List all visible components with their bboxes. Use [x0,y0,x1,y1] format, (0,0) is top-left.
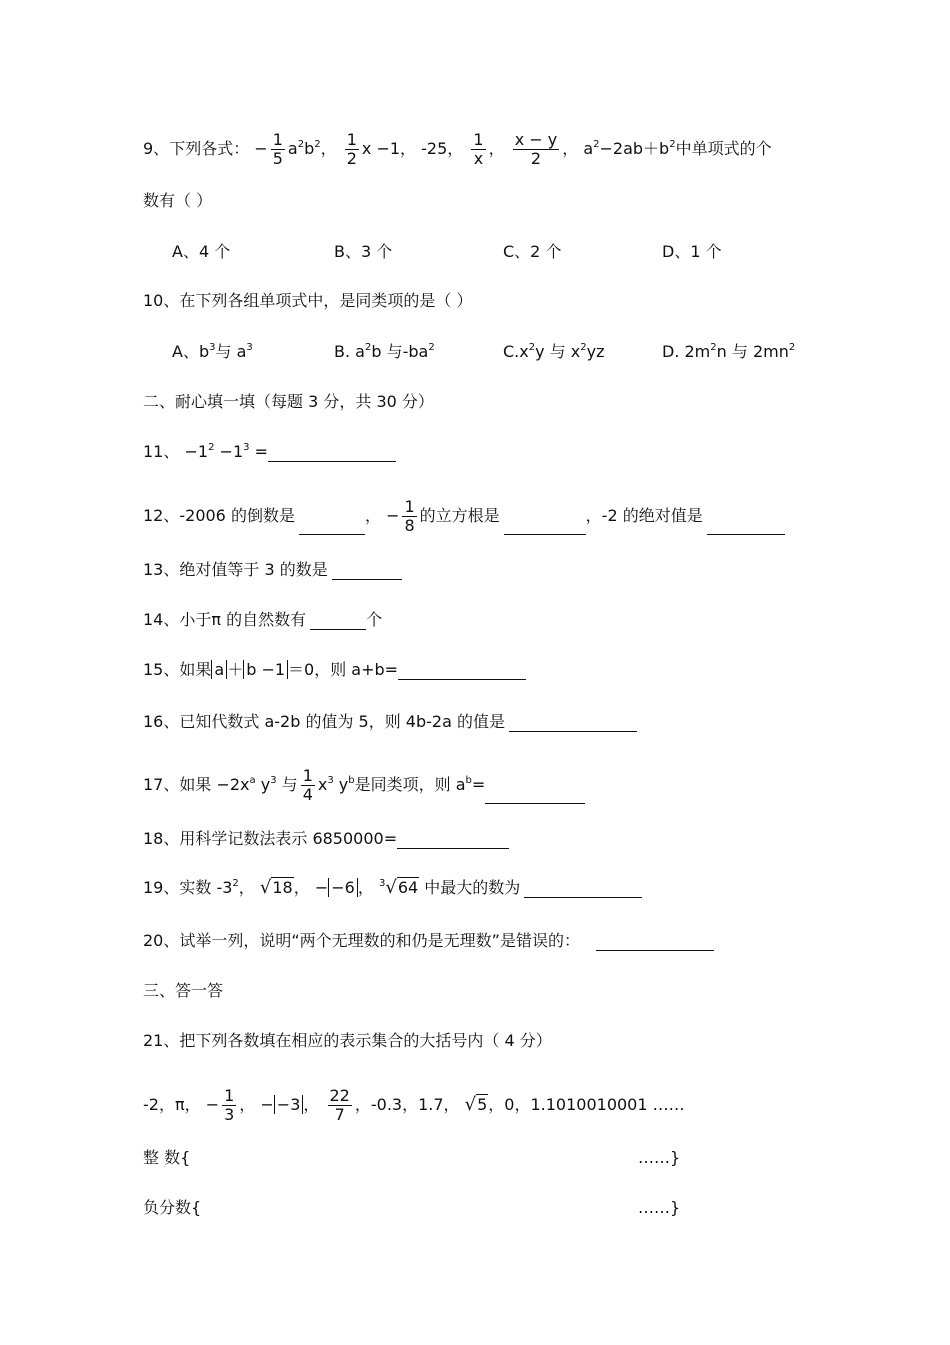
q21-radicand: 5 [477,1095,488,1114]
q9-frac1-den: 5 [272,149,283,168]
q9-frac2-num: 1 [346,130,357,149]
q19-exp: 2 [232,878,239,889]
q17-frac-num: 1 [302,766,313,785]
question-11 [143,442,396,462]
q12-sep: ， [364,506,381,525]
q19-lead: 19、实数 -3 [143,878,233,897]
q9-expr-6mid: −2ab＋b [599,139,670,158]
q10-option-d [662,342,795,362]
q12-mid2: ，-2 的绝对值是 [585,506,703,525]
q10-exp: 2 [428,342,435,353]
q9-var-a: a [287,139,298,158]
q10-c-text: C.x [503,342,529,361]
q12-frac-num: 1 [404,497,415,516]
q9-option-b: B、3 个 [334,242,393,261]
q9-exp: 2 [297,139,305,150]
q10-a-text: A、b [172,342,210,361]
q10-c-mid: y 与 x [535,342,581,361]
q14-lead: 14、小于π 的自然数有 [143,610,307,629]
q17-eq: = [471,775,486,794]
q11-exp: 3 [243,442,250,453]
q9-exp: 2 [314,139,321,150]
answer-blank[interactable] [268,445,396,462]
q10-exp: 2 [788,342,796,353]
q17-frac-den: 4 [302,785,313,804]
q10-exp: 3 [246,342,253,353]
q21-frac1-num: 1 [224,1086,235,1105]
q9-sep: ， [562,139,579,158]
q9-frac2-den: 2 [346,149,357,168]
q9-fraction-2 [345,131,359,168]
q9-option-c: C、2 个 [503,242,562,261]
sqrt-icon: √ [259,877,272,898]
q21-sep: ， [303,1095,320,1114]
question-20 [143,931,714,951]
cube-root-icon: √ [385,877,397,898]
q9-frac1-num: 1 [272,130,283,149]
question-15 [143,660,526,680]
q21-sign: − [205,1095,220,1114]
q10-exp: 2 [710,342,717,353]
q11-exp: 2 [208,442,215,453]
q19-abs: −6 [328,878,358,897]
question-19 [143,878,642,898]
q13-text: 13、绝对值等于 3 的数是 [143,560,328,579]
q19-root-index: 3 [378,878,386,889]
q19-radicand: 18 [272,878,293,897]
q9-number: 9、 [143,139,170,158]
answer-blank[interactable] [707,518,785,535]
q16-text: 16、已知代数式 a-2b 的值为 5，则 4b-2a 的值是 [143,712,505,731]
q11-eq: = [254,442,268,461]
q12-frac-den: 8 [404,516,415,535]
q10-option-b [334,342,435,362]
q15-abs-a: a [211,660,227,679]
q9-expr-3: -25， [421,139,464,158]
q9-var-b: b [304,139,315,158]
set-integers-end: ……} [638,1148,681,1167]
q10-d-mid: n 与 2mn [716,342,789,361]
q10-b-mid: b 与-ba [371,342,429,361]
q9-fraction-1 [271,131,285,168]
q21-list-a: -2，π， [143,1095,201,1114]
q10-option-c [503,342,604,362]
q21-sep: ， [239,1095,256,1114]
q18-text: 18、用科学记数法表示 6850000= [143,829,398,848]
q17-tail: 是同类项，则 a [354,775,466,794]
q10-b-text: B. a [334,342,365,361]
q17-exp: 3 [327,775,334,786]
q11-number: 11、 [143,442,180,461]
q19-sep: ， [238,878,255,897]
q10-a-mid: 与 a [215,342,247,361]
q19-sep: ， [357,878,374,897]
q11-term: −1 [219,442,244,461]
q20-text: 20、试举一列，说明“两个无理数的和仍是无理数”是错误的： [143,931,580,950]
q21-frac1-den: 3 [224,1105,235,1124]
q9-frac5-num: x − y [514,130,558,149]
answer-blank[interactable] [332,563,402,580]
q15-eq: ＝0，则 a+b= [288,660,399,679]
answer-blank[interactable] [524,881,642,898]
q10-option-a [172,342,253,362]
q9-exp: 2 [669,139,676,150]
q11-term: −1 [184,442,209,461]
q9-expr-6a: a [583,139,594,158]
question-10: 10、在下列各组单项式中，是同类项的是（ ） [143,291,473,310]
q9-sep: ， [488,139,505,158]
q9-sign: − [254,139,268,158]
q17-exp: b [348,775,355,786]
answer-blank[interactable] [397,832,509,849]
q17-var: x [317,775,328,794]
q19-neg: − [314,878,329,897]
q17-lead: 17、如果 −2x [143,775,250,794]
q9-tail: 中单项式的个 [675,139,772,158]
question-12 [143,498,785,535]
answer-blank[interactable] [398,663,526,680]
q10-exp: 2 [364,342,372,353]
question-9-line2: 数有（ ） [143,191,213,210]
q12-sign: − [386,506,400,525]
q21-fraction-1 [222,1087,236,1124]
q9-expr-2: x −1， [361,139,417,158]
q21-abs: −3 [274,1095,304,1114]
q9-frac5-den: 2 [530,149,542,168]
q12-lead: 12、-2006 的倒数是 [143,506,295,525]
answer-blank[interactable] [509,715,637,732]
q12-fraction [402,498,416,535]
q17-exp: b [465,775,472,786]
q21-list-e: ，0，1.1010010001 …… [488,1095,685,1114]
q17-mid: 与 [276,775,298,794]
q21-frac2-den: 7 [334,1105,345,1124]
q21-frac2-num: 22 [329,1086,350,1105]
set-negative-fractions-label: 负分数{ [143,1198,202,1217]
q10-exp: 2 [528,342,536,353]
q17-exp: 3 [270,775,277,786]
q19-sep: ， [293,878,310,897]
q9-fraction-5 [513,131,560,168]
question-16 [143,712,637,732]
question-17 [143,767,585,804]
section-3-heading: 三、答一答 [143,981,224,1000]
q15-lead: 15、如果 [143,660,212,679]
q15-plus: ＋ [227,660,244,679]
q9-option-a: A、4 个 [172,242,231,261]
q19-radicand: 64 [397,878,419,897]
set-integers-label: 整 数{ [143,1148,191,1167]
answer-blank[interactable] [299,518,365,535]
question-18 [143,829,509,849]
q10-d-text: D. 2m [662,342,711,361]
q10-c-tail: yz [586,342,605,361]
answer-blank[interactable] [596,934,714,951]
question-21: 21、把下列各数填在相应的表示集合的大括号内（ 4 分） [143,1031,552,1050]
q9-option-d: D、1 个 [662,242,722,261]
q9-fraction-4 [471,131,485,168]
sqrt-icon: √ [464,1094,477,1115]
q9-frac4-den: x [473,149,484,168]
q12-mid: 的立方根是 [419,506,500,525]
q19-tail: 中最大的数为 [419,878,521,897]
set-negative-fractions-end: ……} [638,1198,681,1217]
q17-var: y [333,775,349,794]
q10-exp: 2 [580,342,587,353]
q10-exp: 3 [209,342,216,353]
q17-var: y [255,775,271,794]
answer-blank[interactable] [310,613,366,630]
q21-fraction-2 [328,1087,352,1124]
q17-exp: a [249,775,256,786]
answer-blank[interactable] [485,787,585,804]
q21-neg: − [260,1095,274,1114]
question-14 [143,610,382,630]
question-9-line1 [143,131,772,168]
q9-frac4-num: 1 [473,130,484,149]
q9-lead: 下列各式： [169,139,250,158]
q14-tail: 个 [366,610,383,629]
answer-blank[interactable] [504,518,586,535]
question-13 [143,560,402,580]
q17-fraction [301,767,315,804]
q21-list-d: ，-0.3，1.7， [354,1095,460,1114]
q21-number-list [143,1087,685,1124]
q15-abs-b: b −1 [243,660,288,679]
section-2-heading: 二、耐心填一填（每题 3 分，共 30 分） [143,392,434,411]
q9-sep: ， [320,139,337,158]
q9-exp: 2 [593,139,600,150]
